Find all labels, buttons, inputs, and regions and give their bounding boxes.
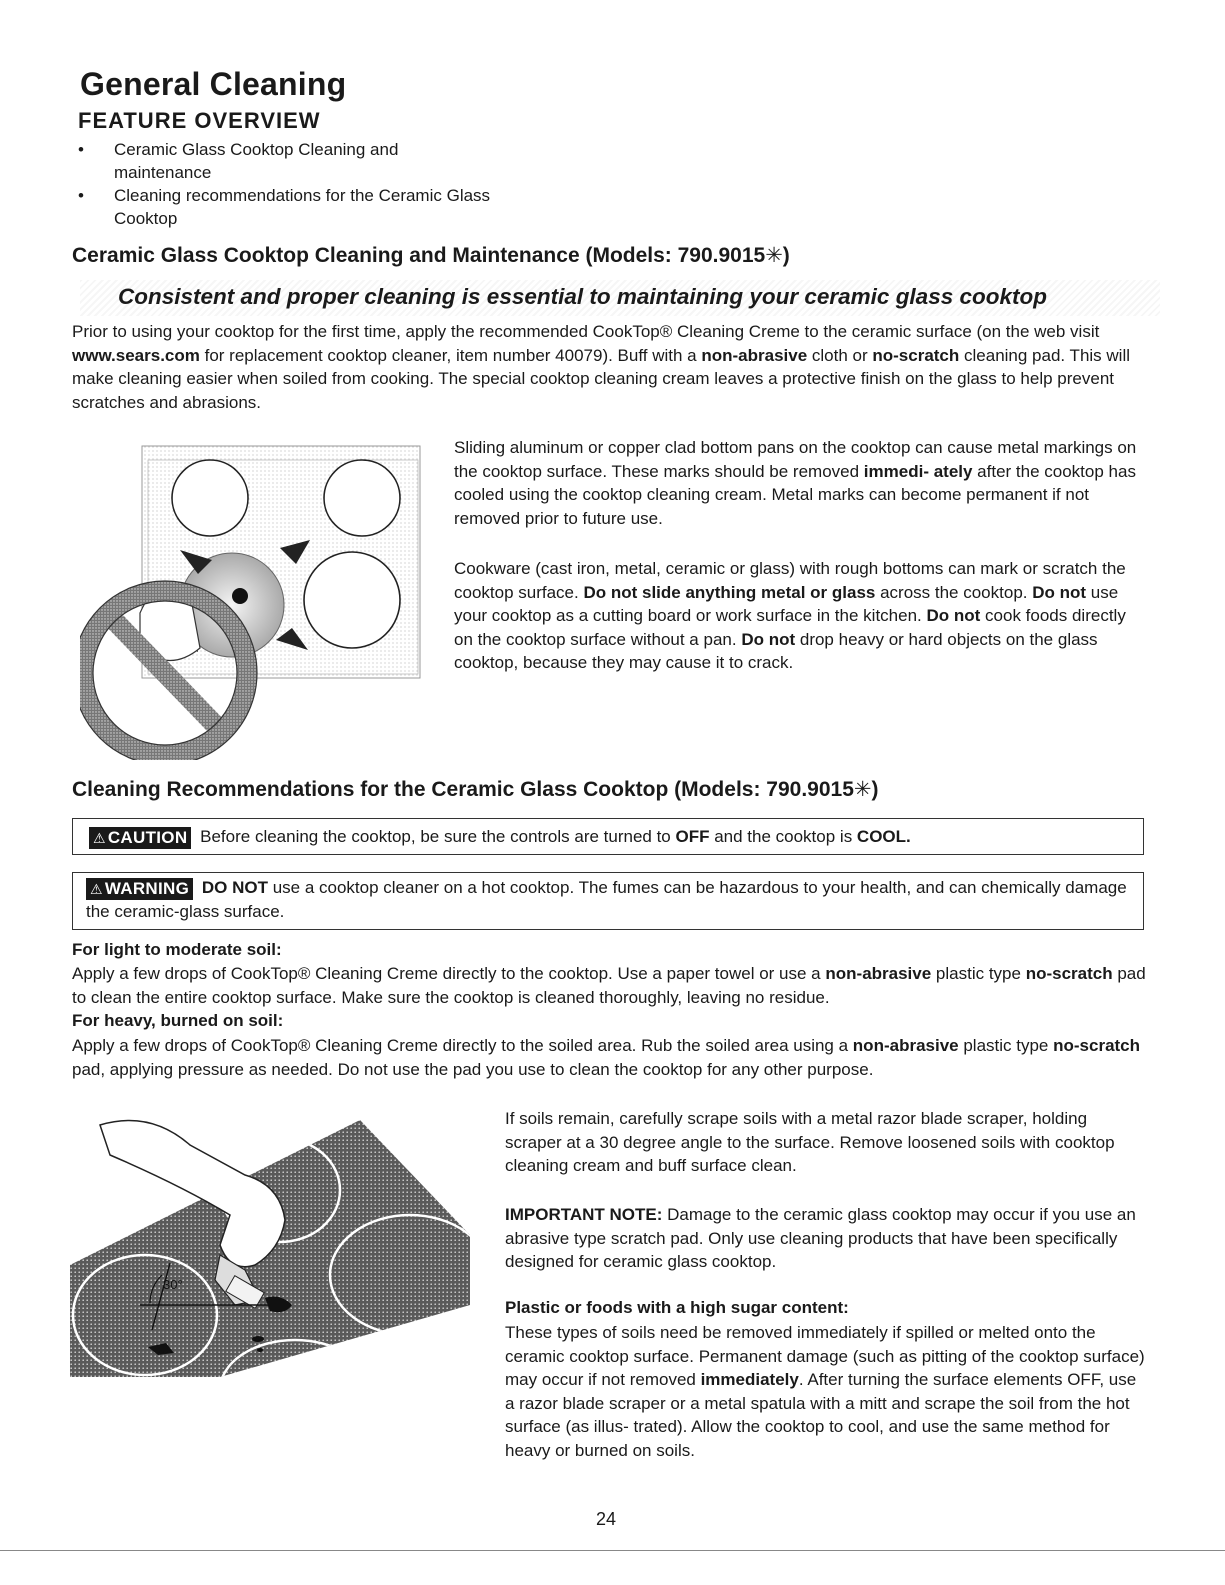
sugar-heading: Plastic or foods with a high sugar content: [505, 1298, 849, 1317]
caution-box: ⚠ CAUTION Before cleaning the cooktop, be sure the controls are turned to OFF and the cooktop is COOL. [72, 818, 1144, 855]
angle-label: 30° [163, 1277, 183, 1292]
metal-marks-paragraph: Sliding aluminum or copper clad bottom pans on the cooktop can cause metal markings on the cooktop surface. These marks should be removed immedi- ately after the cooktop has cooled using the cooktop cleaning cream. Metal marks can become permanent if not removed prior to future use. [454, 438, 1137, 528]
heavy-soil-heading: For heavy, burned on soil: [72, 1011, 284, 1030]
caution-triangle-icon: ⚠ [93, 830, 106, 846]
light-soil-heading: For light to moderate soil: [72, 940, 282, 959]
bottom-divider [0, 1550, 1225, 1551]
caution-badge: ⚠ CAUTION [89, 827, 191, 849]
scraper-illustration [70, 1115, 480, 1385]
banner-text: Consistent and proper cleaning is essential to maintaining your ceramic glass cooktop [118, 284, 1047, 309]
important-note-paragraph: IMPORTANT NOTE: Damage to the ceramic glass cooktop may occur if you use an abrasive type scratch pad. Only use cleaning products that have been specifically designed for ceramic glass cooktop. [505, 1205, 1136, 1271]
warning-box: ⚠ WARNING DO NOT use a cooktop cleaner on a hot cooktop. The fumes can be hazardous to your health, and can chemically damage the ceramic-glass surface. [72, 872, 1144, 930]
feature-overview-heading: FEATURE OVERVIEW [78, 108, 321, 133]
page-title: General Cleaning [80, 66, 347, 102]
cookware-paragraph: Cookware (cast iron, metal, ceramic or glass) with rough bottoms can mark or scratch the cooktop surface. Do not slide anything metal or glass across the cooktop. Do not use your cooktop as a cutting board or work surface in the kitchen. Do not cook foods directly on the cooktop surface without a pan. Do not drop heavy or hard objects on the glass cooktop, because they may cause it to crack. [454, 559, 1126, 672]
warning-badge: ⚠ WARNING [86, 878, 193, 900]
warning-triangle-icon: ⚠ [90, 881, 103, 897]
sugar-paragraph: These types of soils need be removed immediately if spilled or melted onto the ceramic cooktop surface. Permanent damage (such as pitting of the cooktop surface) may occur if not removed immediately. After turning the surface elements OFF, use a razor blade scraper or a metal spatula with a mitt and scrape the soil from the hot surface (as illus- trated). Allow the cooktop to cool, and use the same method for heavy or burned on soils. [505, 1323, 1145, 1460]
page-number: 24 [596, 1509, 617, 1529]
section-heading-recommendations: Cleaning Recommendations for the Ceramic Glass Cooktop (Models: 790.9015✳) [72, 778, 879, 801]
heavy-soil-paragraph: Apply a few drops of CookTop® Cleaning Creme directly to the soiled area. Rub the soiled area using a non-abrasive plastic type no-scratch pad, applying pressure as needed. Do not use the pad you use to clean the cooktop for any other purpose. [72, 1036, 1141, 1079]
intro-paragraph: Prior to using your cooktop for the first time, apply the recommended CookTop® Cleaning Creme to the ceramic surface (on the web visit www.sears.com for replacement cooktop cleaner, item number 40079). Buff with a non-abrasive cloth or no-scratch cleaning pad. This will make cleaning easier when soiled from cooking. The special cooktop cleaning cream leaves a protective finish on the glass to help prevent scratches and abrasions. [72, 322, 1131, 412]
list-item: • Ceramic Glass Cooktop Cleaning and maintenance [75, 138, 495, 184]
cooktop-no-slide-illustration [80, 438, 440, 760]
scrape-paragraph: If soils remain, carefully scrape soils with a metal razor blade scraper, holding scraper at a 30 degree angle to the surface. Remove loosened soils with cooktop cleaning cream and buff surface clean. [505, 1109, 1115, 1175]
section-heading-maintenance: Ceramic Glass Cooktop Cleaning and Maintenance (Models: 790.9015✳) [72, 244, 790, 267]
feature-overview-list [75, 138, 495, 230]
list-item: • Cleaning recommendations for the Ceramic Glass Cooktop [75, 184, 495, 230]
light-soil-paragraph: Apply a few drops of CookTop® Cleaning Creme directly to the cooktop. Use a paper towel or use a non-abrasive plastic type no-scratch pad to clean the entire cooktop surface. Make sure the cooktop is cleaned thoroughly, leaving no residue. [72, 964, 1146, 1007]
